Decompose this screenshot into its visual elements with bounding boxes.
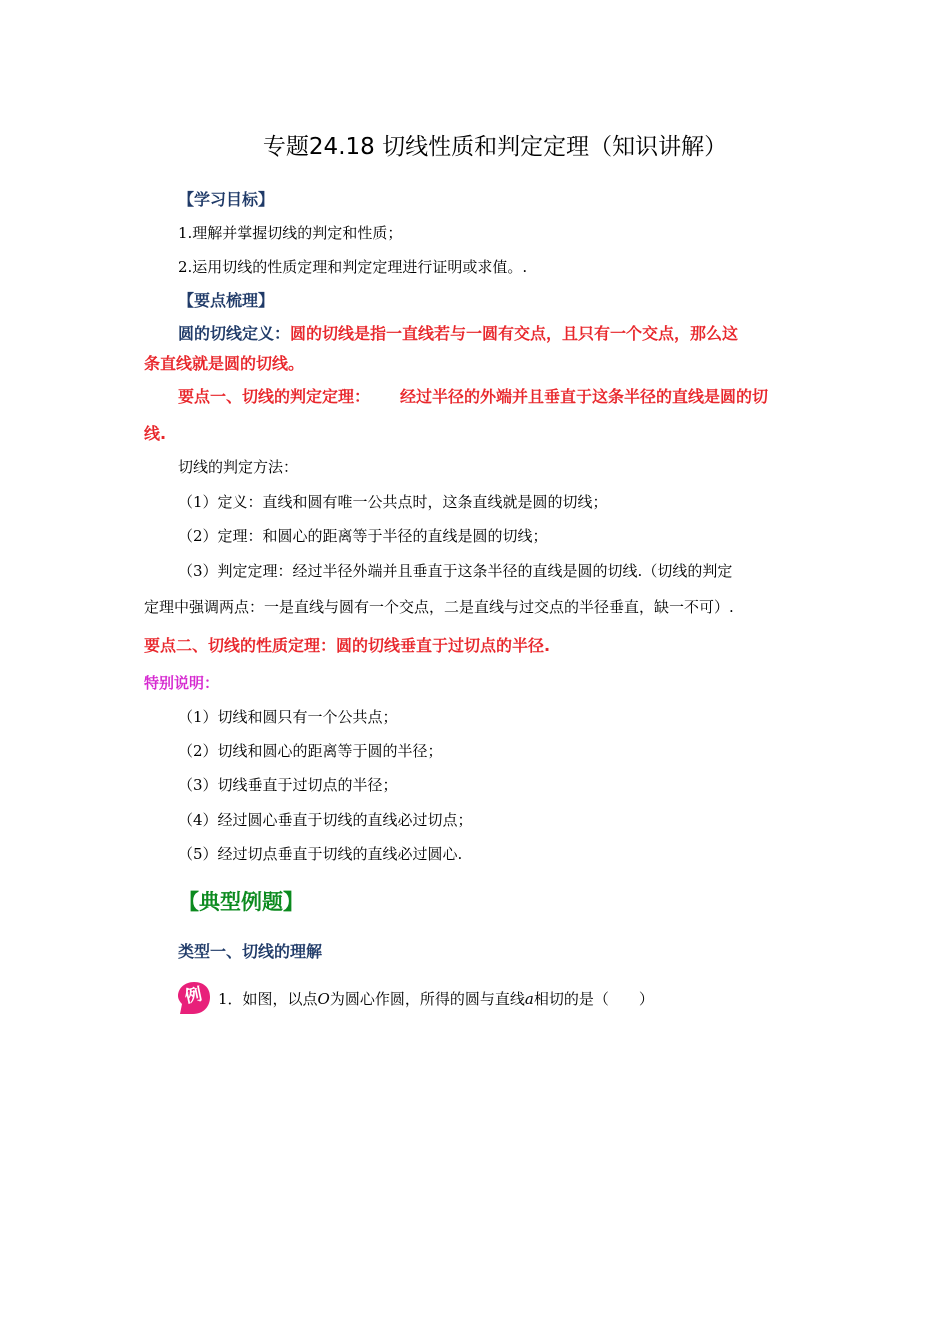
special-item-5: （5）经过切点垂直于切线的直线必过圆心. [178, 845, 463, 863]
point1-label: 要点一、切线的判定定理： [178, 387, 371, 406]
examples-heading: 【典型例题】 [178, 890, 304, 914]
special-item-1: （1）切线和圆只有一个公共点； [178, 708, 398, 726]
method-item-1: （1）定义：直线和圆有唯一公共点时，这条直线就是圆的切线； [178, 493, 608, 511]
example-badge [176, 980, 212, 1016]
goal-item-2: 2.运用切线的性质定理和判定定理进行证明或求值。. [178, 258, 528, 276]
page-title: 专题24.18 切线性质和判定定理（知识讲解） [262, 134, 728, 160]
definition-line-2: 条直线就是圆的切线。 [144, 354, 305, 373]
methods-heading: 切线的判定方法： [178, 458, 299, 476]
special-item-2: （2）切线和圆心的距离等于圆的半径； [178, 742, 443, 760]
goals-heading: 【学习目标】 [178, 190, 275, 209]
type1-heading: 类型一、切线的理解 [178, 942, 323, 961]
question-1 [218, 992, 654, 1007]
point2-text: 要点二、切线的性质定理：圆的切线垂直于过切点的半径. [144, 636, 551, 655]
points-heading: 【要点梳理】 [178, 291, 275, 310]
definition-text: 圆的切线是指一直线若与一圆有交点，且只有一个交点，那么这 [290, 324, 739, 343]
example-badge-label: 例 [183, 984, 204, 1008]
special-item-3: （3）切线垂直于过切点的半径； [178, 776, 398, 794]
question-1-prefix: 1．如图，以点 [218, 990, 318, 1008]
question-1-var-a: a [524, 990, 534, 1008]
method-item-3-cont: 定理中强调两点：一是直线与圆有一个交点，二是直线与过交点的半径垂直，缺一不可）. [144, 598, 734, 616]
question-1-var-o: O [317, 990, 330, 1008]
special-heading: 特别说明： [144, 674, 220, 692]
point1-line-1 [178, 389, 768, 405]
definition-line-1 [178, 326, 738, 342]
point1-text: 经过半径的外端并且垂直于这条半径的直线是圆的切 [400, 387, 769, 406]
question-1-mid: 为圆心作圆，所得的圆与直线 [329, 990, 525, 1008]
definition-label: 圆的切线定义： [178, 324, 291, 343]
point1-line-2: 线. [144, 424, 167, 443]
method-item-2: （2）定理：和圆心的距离等于半径的直线是圆的切线； [178, 527, 548, 545]
question-1-suffix: 相切的是（ ） [533, 990, 654, 1008]
method-item-3: （3）判定定理：经过半径外端并且垂直于这条半径的直线是圆的切线.（切线的判定 [178, 562, 733, 580]
special-item-4: （4）经过圆心垂直于切线的直线必过切点； [178, 811, 473, 829]
goal-item-1: 1.理解并掌握切线的判定和性质； [178, 224, 403, 242]
